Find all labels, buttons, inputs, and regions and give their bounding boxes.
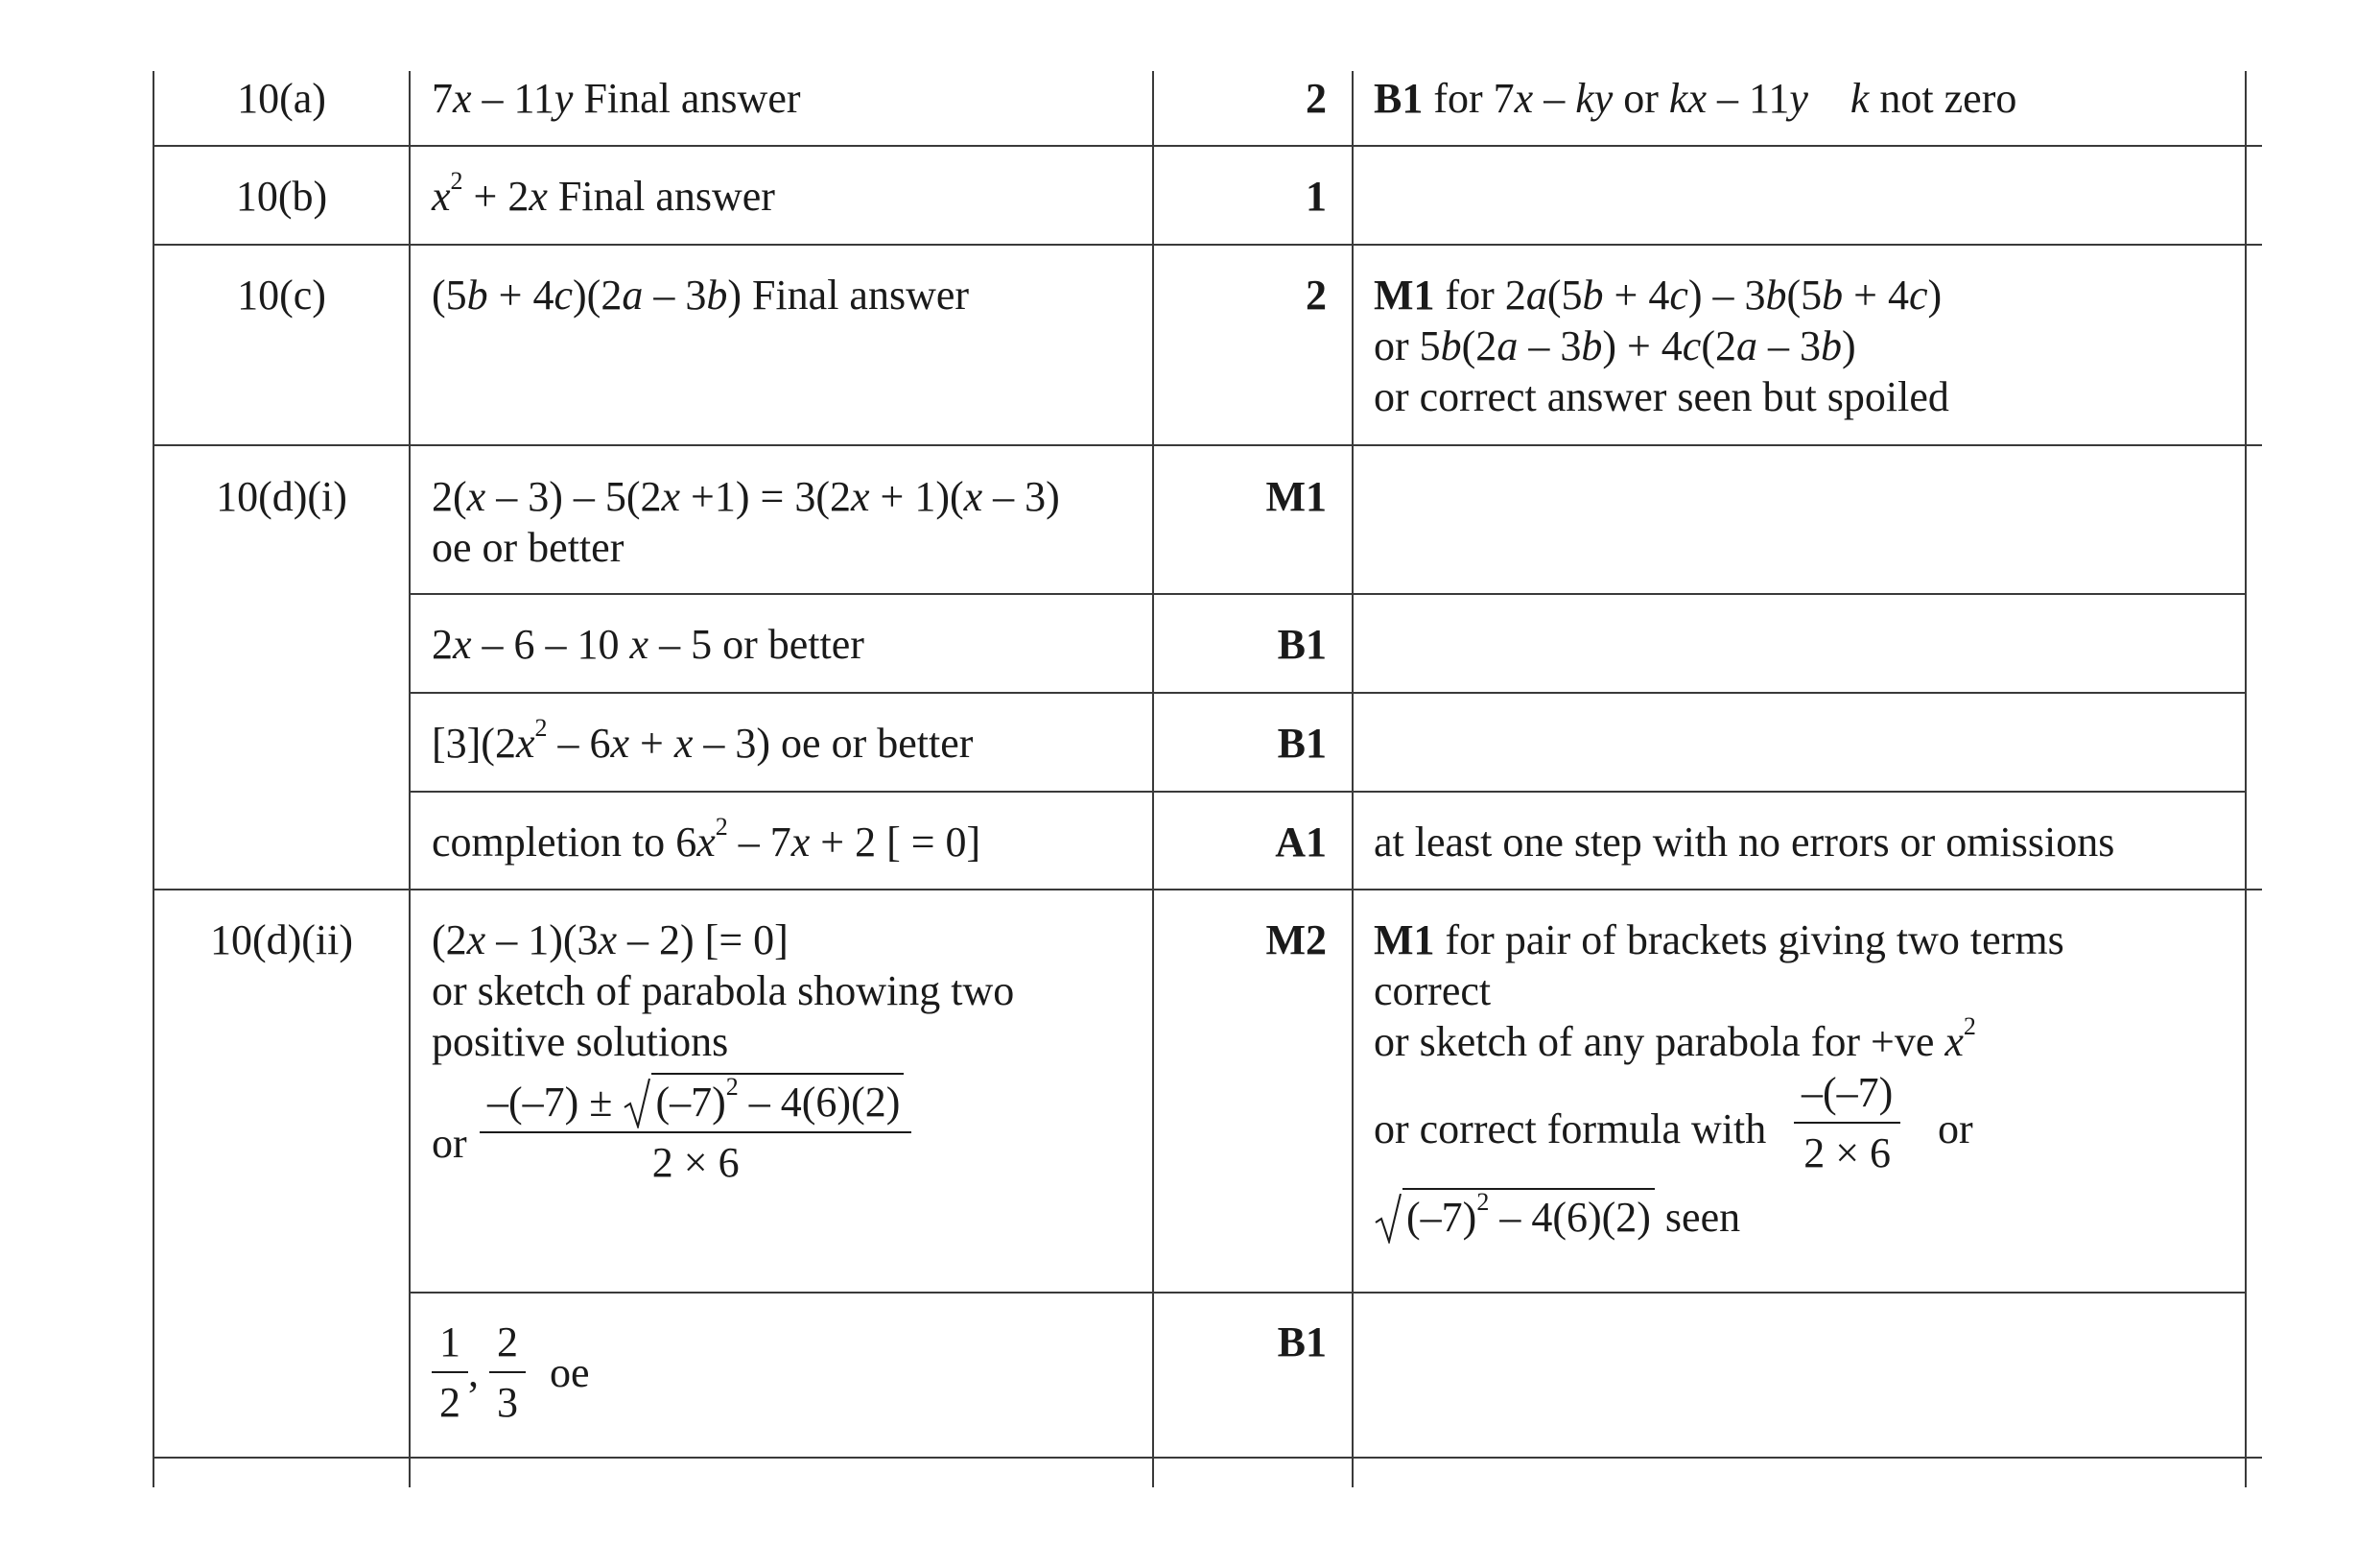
guidance-text: or correct answer seen but spoiled: [1374, 373, 1949, 420]
guidance-fraction: $\frac{-(-7)}{2 \times 6}$: [1794, 1067, 1900, 1178]
row-divider: [153, 244, 2262, 246]
guidance-cell: [1374, 914, 2064, 965]
answer-fraction: $\frac{1}{2}$: [432, 1317, 468, 1428]
guidance-text: seen: [1664, 1194, 1741, 1241]
answer-expression: (2x – 1)(3x – 2) [= 0]: [432, 916, 789, 963]
mark-value: M2: [1265, 916, 1327, 963]
guidance-text: for: [1433, 75, 1483, 122]
mark-value: B1: [1277, 1318, 1327, 1365]
row-divider: [409, 692, 2245, 694]
answer-expression: $[3](2x^2 - 6x + x - 3)$: [432, 714, 771, 767]
guidance-mark-code: M1: [1374, 916, 1435, 963]
answer-cell: [432, 167, 775, 222]
answer-text: or sketch of parabola showing two: [432, 967, 1015, 1014]
answer-text: Final answer: [751, 272, 970, 319]
answer-text: oe or better: [781, 720, 974, 767]
answer-text: oe or better: [432, 524, 624, 571]
question-number: 10(c): [237, 272, 326, 319]
answer-expression: 7x – 11y: [432, 75, 574, 122]
row-divider: [153, 145, 2262, 147]
answer-text: completion to: [432, 819, 666, 866]
answer-or-label: or: [432, 1120, 467, 1167]
answer-expression: 2x – 6 – 10 x – 5: [432, 621, 713, 668]
answer-text: Final answer: [557, 173, 775, 220]
guidance-text: or correct formula with: [1374, 1105, 1767, 1152]
answer-expression: $6x^2 - 7x + 2$ [ = 0]: [675, 813, 981, 866]
answer-expression: 2(x – 3) – 5(2x +1) = 3(2x + 1)(x – 3): [432, 473, 1060, 520]
guidance-cell: [1374, 1012, 1976, 1067]
row-divider: [409, 1292, 2245, 1294]
guidance-text: for pair of brackets giving two terms: [1445, 916, 2064, 963]
question-number: 10(d)(i): [216, 473, 347, 520]
answer-expression: (5b + 4c)(2a – 3b): [432, 272, 742, 319]
answer-cell: [432, 270, 969, 320]
guidance-tail: not zero: [1879, 75, 2017, 122]
guidance-sqrt-expression: $(-7)^2 - 4(6)(2)$: [1374, 1188, 1655, 1243]
mark-value: 2: [1306, 75, 1327, 122]
mark-value: B1: [1277, 720, 1327, 767]
answer-fraction: $\frac{2}{3}$: [489, 1317, 526, 1428]
question-number: 10(d)(ii): [209, 916, 354, 963]
column-divider-guidance: [1352, 71, 1354, 1487]
guidance-expression: or 5b(2a – 3b) + 4c(2a – 3b): [1374, 322, 1856, 369]
guidance-expression: $x^2$: [1944, 1012, 1976, 1065]
guidance-expression: 7x – ky or kx – 11y k: [1493, 75, 1870, 122]
guidance-text: correct: [1374, 967, 1492, 1014]
question-number: 10(b): [235, 173, 328, 220]
guidance-text: or sketch of any parabola for +ve: [1374, 1018, 1935, 1065]
answer-text: oe: [550, 1348, 590, 1396]
guidance-cell: [1374, 1188, 1740, 1243]
answer-cell: [432, 813, 981, 867]
mark-value: B1: [1277, 621, 1327, 668]
question-number: 10(a): [237, 75, 326, 122]
mark-value: 2: [1306, 272, 1327, 319]
answer-text: Final answer: [583, 75, 801, 122]
sqrt-sign-icon: [1374, 1194, 1402, 1244]
row-divider: [153, 444, 2262, 446]
answer-text: positive solutions: [432, 1018, 729, 1065]
answer-cell: [432, 73, 801, 124]
row-divider: [153, 1457, 2262, 1459]
quadratic-formula: –(–7) ± $(-7)^2 - 4(6)(2)$ 2 × 6: [480, 1073, 911, 1188]
guidance-mark-code: B1: [1374, 75, 1424, 122]
answer-expression: $x^2 + 2x$: [432, 167, 548, 220]
sqrt-sign-icon: [623, 1079, 651, 1128]
answer-cell: [432, 714, 974, 769]
answer-cell: $\frac{1}{2}$ , $\frac{2}{3}$ oe: [432, 1317, 590, 1428]
row-divider: [409, 791, 2245, 793]
guidance-cell: [1374, 270, 1942, 320]
guidance-text: at least one step with no errors or omissions: [1374, 819, 2115, 866]
column-divider-answer: [409, 71, 411, 1487]
guidance-or-label: or: [1938, 1105, 1973, 1152]
answer-cell: [432, 619, 864, 670]
mark-value: A1: [1275, 819, 1327, 866]
row-divider: [409, 593, 2245, 595]
answer-text: or better: [722, 621, 864, 668]
guidance-mark-code: M1: [1374, 272, 1435, 319]
guidance-expression: for 2a(5b + 4c) – 3b(5b + 4c): [1445, 272, 1943, 319]
table-border-right: [2245, 71, 2247, 1487]
mark-value: M1: [1265, 473, 1327, 520]
mark-value: 1: [1306, 173, 1327, 220]
guidance-cell: [1374, 73, 2016, 124]
row-divider: [153, 889, 2262, 890]
